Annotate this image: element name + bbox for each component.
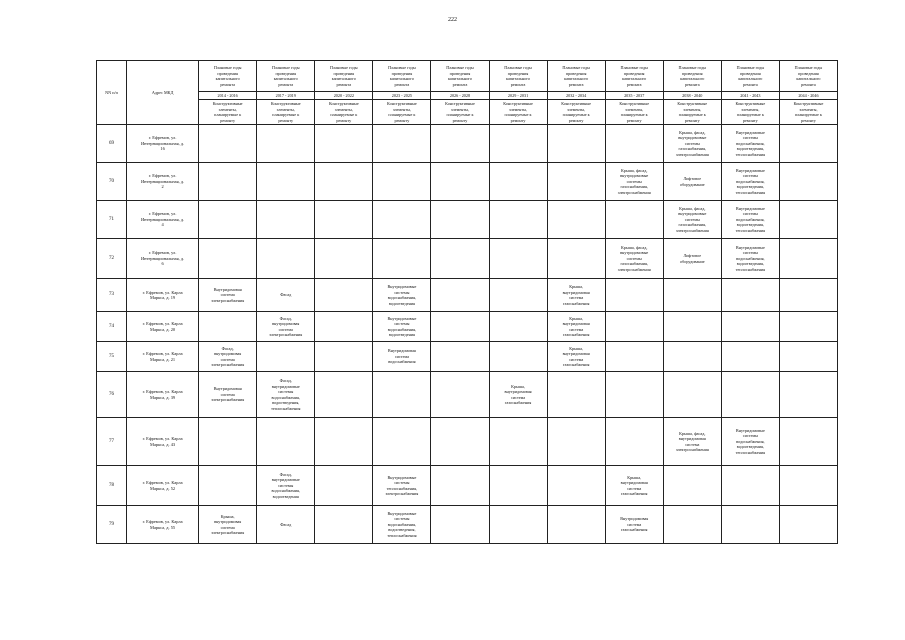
- schedule-cell: [721, 506, 779, 544]
- schedule-cell: Фасад, внутридомовые системы водоснабжения, водоотведения: [257, 466, 315, 506]
- schedule-cell: [489, 201, 547, 239]
- table-row: [97, 239, 838, 279]
- row-address: г. Ефремов, ул. Карла Маркса, д. 55: [127, 506, 199, 544]
- header-period-title: Плановые годы проведения капитального ремонта: [431, 61, 489, 92]
- schedule-cell: [721, 279, 779, 312]
- schedule-cell: [315, 372, 373, 418]
- schedule-cell: [663, 506, 721, 544]
- row-address: г. Ефремов, ул. Интернациональная, д. 4: [127, 201, 199, 239]
- schedule-cell: [489, 466, 547, 506]
- schedule-cell: [779, 125, 837, 163]
- schedule-cell: [431, 239, 489, 279]
- schedule-cell: [431, 466, 489, 506]
- header-period-years: 2020 - 2022: [315, 92, 373, 100]
- schedule-cell: Внутридомовая система водоснабжения: [373, 342, 431, 372]
- schedule-cell: Фасад: [257, 506, 315, 544]
- row-address: г. Ефремов, ул. Карла Маркса, д. 39: [127, 372, 199, 418]
- schedule-cell: [779, 163, 837, 201]
- page-number: 222: [448, 17, 457, 23]
- row-number: 75: [97, 342, 127, 372]
- schedule-cell: [663, 466, 721, 506]
- header-period-years: 2038 - 2040: [663, 92, 721, 100]
- header-elements-title: Конструктивные элементы, планируемые к ремонту: [431, 100, 489, 125]
- row-number: 76: [97, 372, 127, 418]
- schedule-cell: Крыша, внутридомовая система газоснабжения: [547, 279, 605, 312]
- schedule-cell: [547, 239, 605, 279]
- schedule-cell: [489, 239, 547, 279]
- schedule-cell: [489, 418, 547, 466]
- schedule-cell: [431, 279, 489, 312]
- row-address: г. Ефремов, ул. Карла Маркса, д. 21: [127, 342, 199, 372]
- schedule-cell: [373, 372, 431, 418]
- schedule-cell: [605, 342, 663, 372]
- table-row: [97, 418, 838, 466]
- schedule-cell: [315, 125, 373, 163]
- header-elements-title: Конструктивные элементы, планируемые к ремонту: [779, 100, 837, 125]
- header-period-title: Плановые годы проведения капитального ремонта: [547, 61, 605, 92]
- schedule-cell: [663, 312, 721, 342]
- schedule-cell: [547, 466, 605, 506]
- schedule-cell: Внутридомовые системы водоснабжения, водоотведения, теплоснабжения: [721, 201, 779, 239]
- schedule-cell: [489, 506, 547, 544]
- schedule-cell: [431, 125, 489, 163]
- schedule-cell: [199, 418, 257, 466]
- header-period-title: Плановые годы проведения капитального ремонта: [605, 61, 663, 92]
- header-period-years: 2041 - 2043: [721, 92, 779, 100]
- schedule-cell: Внутридомовая система электроснабжения: [199, 372, 257, 418]
- schedule-cell: [721, 372, 779, 418]
- schedule-cell: [257, 342, 315, 372]
- schedule-cell: Внутридомовая система электроснабжения: [199, 279, 257, 312]
- table-row: [97, 342, 838, 372]
- row-address: г. Ефремов, ул. Карла Маркса, д. 19: [127, 279, 199, 312]
- schedule-cell: [605, 418, 663, 466]
- header-period-title: Плановые годы проведения капитального ремонта: [373, 61, 431, 92]
- schedule-cell: Внутридомовые системы водоснабжения, водоотведения: [373, 279, 431, 312]
- header-elements-title: Конструктивные элементы, планируемые к ремонту: [489, 100, 547, 125]
- schedule-cell: [257, 201, 315, 239]
- header-period-title: Плановые годы проведения капитального ремонта: [315, 61, 373, 92]
- schedule-cell: Внутридомовые системы водоснабжения, водоотведения, теплоснабжения: [721, 418, 779, 466]
- schedule-cell: Фасад, внутридомовые системы водоснабжения, водоотведения, теплоснабжения: [257, 372, 315, 418]
- header-period-years: 2023 - 2025: [373, 92, 431, 100]
- schedule-cell: [315, 466, 373, 506]
- schedule-cell: Лифтовое оборудование: [663, 239, 721, 279]
- row-address: г. Ефремов, ул. Интернациональная, д. 6: [127, 239, 199, 279]
- header-period-years: 2029 - 2031: [489, 92, 547, 100]
- schedule-cell: Крыша, внутридомовая система газоснабжения: [605, 466, 663, 506]
- row-number: 71: [97, 201, 127, 239]
- row-number: 69: [97, 125, 127, 163]
- row-address: г. Ефремов, ул. Карла Маркса, д. 20: [127, 312, 199, 342]
- schedule-cell: [315, 312, 373, 342]
- header-num: NN п/п: [97, 61, 127, 125]
- schedule-cell: Крыша, внутридомовая система газоснабжения: [489, 372, 547, 418]
- header-elements-title: Конструктивные элементы, планируемые к ремонту: [315, 100, 373, 125]
- schedule-cell: [315, 506, 373, 544]
- schedule-cell: [605, 279, 663, 312]
- table-row: [97, 125, 838, 163]
- schedule-cell: [489, 279, 547, 312]
- schedule-cell: [489, 312, 547, 342]
- row-number: 78: [97, 466, 127, 506]
- schedule-cell: [547, 372, 605, 418]
- schedule-cell: [257, 418, 315, 466]
- schedule-cell: [663, 342, 721, 372]
- row-address: г. Ефремов, ул. Интернациональная, д. 2: [127, 163, 199, 201]
- schedule-cell: [315, 279, 373, 312]
- schedule-cell: Лифтовое оборудование: [663, 163, 721, 201]
- schedule-cell: [431, 506, 489, 544]
- schedule-cell: [779, 372, 837, 418]
- header-elements-title: Конструктивные элементы, планируемые к ремонту: [199, 100, 257, 125]
- header-elements-title: Конструктивные элементы, планируемые к ремонту: [373, 100, 431, 125]
- row-address: г. Ефремов, ул. Интернациональная, д. 16: [127, 125, 199, 163]
- schedule-cell: [605, 372, 663, 418]
- header-elements-title: Конструктивные элементы, планируемые к ремонту: [721, 100, 779, 125]
- header-elements-title: Конструктивные элементы, планируемые к ремонту: [547, 100, 605, 125]
- header-period-title: Плановые годы проведения капитального ремонта: [257, 61, 315, 92]
- schedule-cell: [199, 466, 257, 506]
- schedule-cell: [199, 163, 257, 201]
- header-period-years: 2032 - 2034: [547, 92, 605, 100]
- schedule-cell: [779, 312, 837, 342]
- schedule-cell: [199, 201, 257, 239]
- schedule-cell: [547, 163, 605, 201]
- row-number: 77: [97, 418, 127, 466]
- schedule-cell: Внутридомовые системы водоснабжения, водоотведения, теплоснабжения: [721, 125, 779, 163]
- header-period-titles-row: [97, 61, 838, 92]
- row-number: 72: [97, 239, 127, 279]
- schedule-cell: [721, 466, 779, 506]
- schedule-cell: Внутридомовые системы водоснабжения, водоотведения, теплоснабжения: [721, 163, 779, 201]
- header-period-years: 2035 - 2037: [605, 92, 663, 100]
- schedule-cell: [489, 125, 547, 163]
- schedule-cell: [779, 201, 837, 239]
- table-row: [97, 163, 838, 201]
- schedule-cell: Внутридомовые системы водоснабжения, водоотведения, теплоснабжения: [373, 506, 431, 544]
- header-period-title: Плановые годы проведения капитального ремонта: [721, 61, 779, 92]
- schedule-cell: [721, 342, 779, 372]
- header-period-years: 2014 - 2016: [199, 92, 257, 100]
- schedule-cell: Крыша, фасад, внутридомовые системы газоснабжения, электроснабжения: [663, 201, 721, 239]
- schedule-cell: [315, 239, 373, 279]
- header-period-title: Плановые годы проведения капитального ремонта: [779, 61, 837, 92]
- row-number: 73: [97, 279, 127, 312]
- schedule-cell: [315, 163, 373, 201]
- header-elements-title: Конструктивные элементы, планируемые к ремонту: [257, 100, 315, 125]
- header-address: Адрес МКД: [127, 61, 199, 125]
- schedule-cell: Внутридомовые системы теплоснабжения, электроснабжения: [373, 466, 431, 506]
- schedule-cell: [547, 125, 605, 163]
- schedule-cell: [605, 201, 663, 239]
- schedule-cell: [663, 372, 721, 418]
- schedule-cell: [547, 201, 605, 239]
- header-period-years: 2044 - 2046: [779, 92, 837, 100]
- schedule-cell: [779, 418, 837, 466]
- table-row: [97, 279, 838, 312]
- header-elements-row: [97, 100, 838, 125]
- schedule-cell: [431, 418, 489, 466]
- schedule-cell: [779, 342, 837, 372]
- schedule-cell: Крыша, фасад, внутридомовые системы газоснабжения, электроснабжения: [605, 239, 663, 279]
- schedule-cell: [721, 312, 779, 342]
- table-row: [97, 372, 838, 418]
- schedule-cell: [489, 342, 547, 372]
- schedule-cell: Внутридомовые системы водоснабжения, водоотведения: [373, 312, 431, 342]
- header-elements-title: Конструктивные элементы, планируемые к ремонту: [663, 100, 721, 125]
- schedule-cell: [779, 506, 837, 544]
- schedule-cell: [547, 506, 605, 544]
- schedule-cell: [431, 201, 489, 239]
- header-period-years: 2017 - 2019: [257, 92, 315, 100]
- schedule-cell: [373, 163, 431, 201]
- schedule-cell: [779, 279, 837, 312]
- schedule-cell: [315, 201, 373, 239]
- schedule-cell: [373, 201, 431, 239]
- schedule-cell: [199, 312, 257, 342]
- schedule-cell: [431, 312, 489, 342]
- schedule-cell: Крыша, внутридомовая система электроснабжения: [199, 506, 257, 544]
- row-number: 70: [97, 163, 127, 201]
- schedule-cell: [489, 163, 547, 201]
- header-period-title: Плановые годы проведения капитального ремонта: [489, 61, 547, 92]
- schedule-cell: [373, 125, 431, 163]
- schedule-cell: Внутридомовые системы водоснабжения, водоотведения, теплоснабжения: [721, 239, 779, 279]
- schedule-cell: Крыша, внутридомовая система газоснабжения: [547, 312, 605, 342]
- header-period-title: Плановые годы проведения капитального ремонта: [199, 61, 257, 92]
- schedule-cell: [257, 239, 315, 279]
- schedule-cell: [605, 125, 663, 163]
- table-row: [97, 201, 838, 239]
- schedule-cell: Крыша, внутридомовая система газоснабжения: [547, 342, 605, 372]
- row-number: 74: [97, 312, 127, 342]
- schedule-cell: Фасад, внутридомовая система электроснабжения: [257, 312, 315, 342]
- schedule-cell: [431, 163, 489, 201]
- schedule-cell: [779, 466, 837, 506]
- schedule-cell: [373, 239, 431, 279]
- schedule-cell: Крыша, фасад, внутридомовые системы газоснабжения, электроснабжения: [663, 125, 721, 163]
- table-row: [97, 466, 838, 506]
- schedule-cell: [663, 279, 721, 312]
- schedule-cell: [431, 372, 489, 418]
- row-address: г. Ефремов, ул. Карла Маркса, д. 52: [127, 466, 199, 506]
- schedule-cell: [431, 342, 489, 372]
- header-period-title: Плановые годы проведения капитального ремонта: [663, 61, 721, 92]
- header-periods-row: [97, 92, 838, 100]
- schedule-cell: Фасад: [257, 279, 315, 312]
- table-row: [97, 506, 838, 544]
- schedule-cell: [373, 418, 431, 466]
- schedule-cell: [605, 312, 663, 342]
- table-row: [97, 312, 838, 342]
- schedule-cell: Крыша, фасад, внутридомовые системы газоснабжения, электроснабжения: [605, 163, 663, 201]
- header-period-years: 2026 - 2028: [431, 92, 489, 100]
- schedule-cell: [547, 418, 605, 466]
- schedule-cell: [199, 125, 257, 163]
- schedule-cell: [315, 342, 373, 372]
- schedule-cell: Фасад, внутридомовая система электроснабжения: [199, 342, 257, 372]
- row-address: г. Ефремов, ул. Карла Маркса, д. 43: [127, 418, 199, 466]
- header-elements-title: Конструктивные элементы, планируемые к ремонту: [605, 100, 663, 125]
- row-number: 79: [97, 506, 127, 544]
- repair-schedule-table: [96, 60, 838, 544]
- schedule-cell: [779, 239, 837, 279]
- schedule-cell: [199, 239, 257, 279]
- schedule-cell: Крыша, фасад, внутридомовая система электроснабжения: [663, 418, 721, 466]
- schedule-cell: Внутридомовая система газоснабжения: [605, 506, 663, 544]
- schedule-cell: [257, 125, 315, 163]
- schedule-cell: [257, 163, 315, 201]
- schedule-cell: [315, 418, 373, 466]
